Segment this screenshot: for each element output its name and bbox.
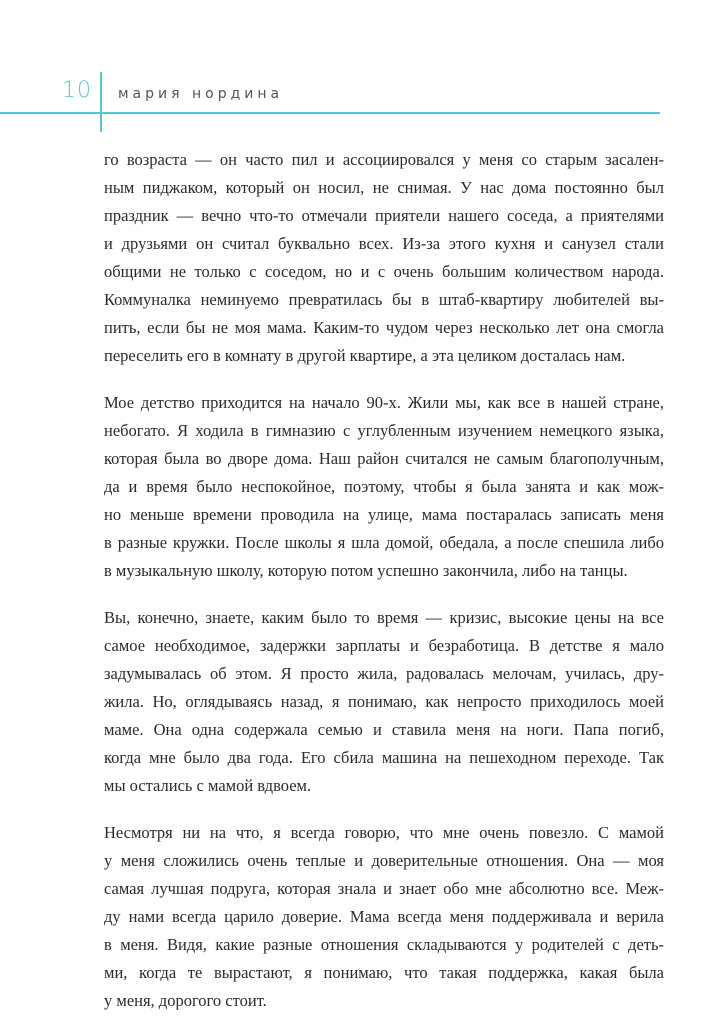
text-line: самая лучшая подруга, которая знала и знает обо мне абсолютно все. Меж- (104, 879, 664, 898)
text-line: переселить его в комнату в другой квартире, а эта целиком досталась нам. (104, 346, 626, 365)
text-line: ми, когда те вырастают, я понимаю, что такая поддержка, какая была (104, 963, 664, 982)
text-line: да и время было неспокойное, поэтому, чтобы я была занята и как мож- (104, 477, 664, 496)
paragraph (104, 819, 664, 1015)
running-head-author: мария нордина (118, 86, 284, 102)
text-line: самое необходимое, задержки зарплаты и безработица. В детстве я мало (104, 636, 664, 655)
text-line: пить, если бы не моя мама. Каким-то чудом через несколько лет она смогла (104, 318, 664, 337)
page-body (104, 146, 664, 1034)
text-line: в музыкальную школу, которую потом успешно закончила, либо на танцы. (104, 561, 628, 580)
text-line: которая была во дворе дома. Наш район считался не самым благополучным, (104, 449, 664, 468)
text-line: мы остались с мамой вдвоем. (104, 776, 312, 795)
paragraph (104, 146, 664, 370)
text-line: го возраста — он часто пил и ассоциировался у меня со старым засален- (104, 150, 664, 169)
text-line: но меньше времени проводила на улице, мама постаралась записать меня (104, 505, 664, 524)
text-line: общими не только с соседом, но и с очень большим количеством народа. (104, 262, 664, 281)
paragraph (104, 389, 664, 585)
text-line: у меня сложились очень теплые и доверительные отношения. Она — моя (104, 851, 664, 870)
text-line: Коммуналка неминуемо превратилась бы в штаб-квартиру любителей вы- (104, 290, 664, 309)
page-number: 10 (62, 78, 92, 103)
header-divider (100, 72, 102, 132)
paragraph (104, 604, 664, 800)
text-line: ду нами всегда царило доверие. Мама всегда меня поддерживала и верила (104, 907, 664, 926)
text-line: праздник — вечно что-то отмечали приятели нашего соседа, а приятелями (104, 206, 664, 225)
text-line: в разные кружки. После школы я шла домой, обедала, а после спешила либо (104, 533, 664, 552)
header-rule (0, 112, 660, 114)
text-line: ным пиджаком, который он носил, не снимая. У нас дома постоянно был (104, 178, 664, 197)
text-line: жила. Но, оглядываясь назад, я понимаю, как непросто приходилось моей (104, 692, 664, 711)
text-line: задумывалась об этом. Я просто жила, радовалась мелочам, училась, дру- (104, 664, 664, 683)
text-line: Вы, конечно, знаете, каким было то время — кризис, высокие цены на все (104, 608, 664, 627)
text-line: небогато. Я ходила в гимназию с углубленным изучением немецкого языка, (104, 421, 664, 440)
text-line: и друзьями он считал буквально всех. Из-за этого кухня и санузел стали (104, 234, 664, 253)
text-line: Мое детство приходится на начало 90-х. Жили мы, как все в нашей стране, (104, 393, 664, 412)
text-line: у меня, дорогого стоит. (104, 991, 267, 1010)
text-line: Несмотря ни на что, я всегда говорю, что мне очень повезло. С мамой (104, 823, 664, 842)
text-line: когда мне было два года. Его сбила машина на пешеходном переходе. Так (104, 748, 664, 767)
text-line: в меня. Видя, какие разные отношения складываются у родителей с деть- (104, 935, 664, 954)
text-line: маме. Она одна содержала семью и ставила меня на ноги. Папа погиб, (104, 720, 664, 739)
